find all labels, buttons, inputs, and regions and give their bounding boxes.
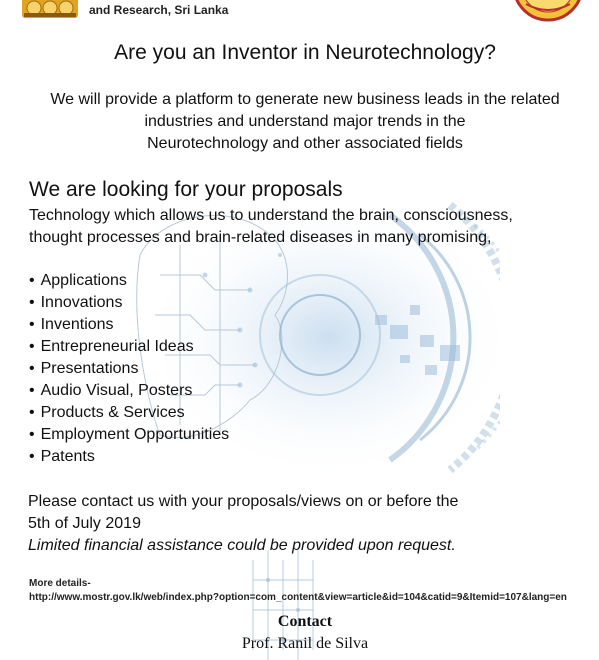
proposals-description bbox=[29, 205, 513, 249]
intro-paragraph bbox=[0, 89, 599, 155]
intro-line: industries and understand major trends in the bbox=[144, 113, 466, 130]
list-item: • Entrepreneurial Ideas bbox=[29, 336, 229, 358]
ministry-logo bbox=[22, 0, 78, 18]
contact-heading: Contact bbox=[277, 613, 333, 630]
proposal-categories-list bbox=[29, 270, 229, 468]
deadline-date: 5th of July 2019 bbox=[28, 515, 141, 532]
organization-name: and Research, Sri Lanka bbox=[89, 3, 229, 17]
description-line: thought processes and brain-related diseases in many promising, bbox=[29, 229, 492, 246]
contact-name: Prof. Ranil de Silva bbox=[241, 635, 369, 652]
deadline-line: Please contact us with your proposals/views on or before the bbox=[28, 493, 459, 510]
list-item: • Products & Services bbox=[29, 402, 229, 424]
more-details-label: More details- bbox=[29, 578, 91, 589]
seal-logo bbox=[512, 0, 584, 22]
list-item: • Presentations bbox=[29, 358, 229, 380]
list-item: • Audio Visual, Posters bbox=[29, 380, 229, 402]
list-item: • Innovations bbox=[29, 292, 229, 314]
intro-line: Neurotechnology and other associated fields bbox=[147, 135, 463, 152]
list-item: • Inventions bbox=[29, 314, 229, 336]
financial-assistance-note: Limited financial assistance could be provided upon request. bbox=[28, 537, 456, 554]
list-item: • Patents bbox=[29, 446, 229, 468]
description-line: Technology which allows us to understand the brain, consciousness, bbox=[29, 207, 513, 224]
intro-line: We will provide a platform to generate new business leads in the related bbox=[50, 91, 560, 108]
page-title: Are you an Inventor in Neurotechnology? bbox=[114, 41, 496, 64]
list-item: • Employment Opportunities bbox=[29, 424, 229, 446]
more-details-link[interactable]: http://www.mostr.gov.lk/web/index.php?option=com_content&view=article&id=104&catid=9&Itemid=107&lang=en bbox=[29, 592, 567, 603]
deadline-paragraph bbox=[28, 491, 458, 557]
proposals-heading: We are looking for your proposals bbox=[29, 178, 343, 201]
list-item: • Applications bbox=[29, 270, 229, 292]
